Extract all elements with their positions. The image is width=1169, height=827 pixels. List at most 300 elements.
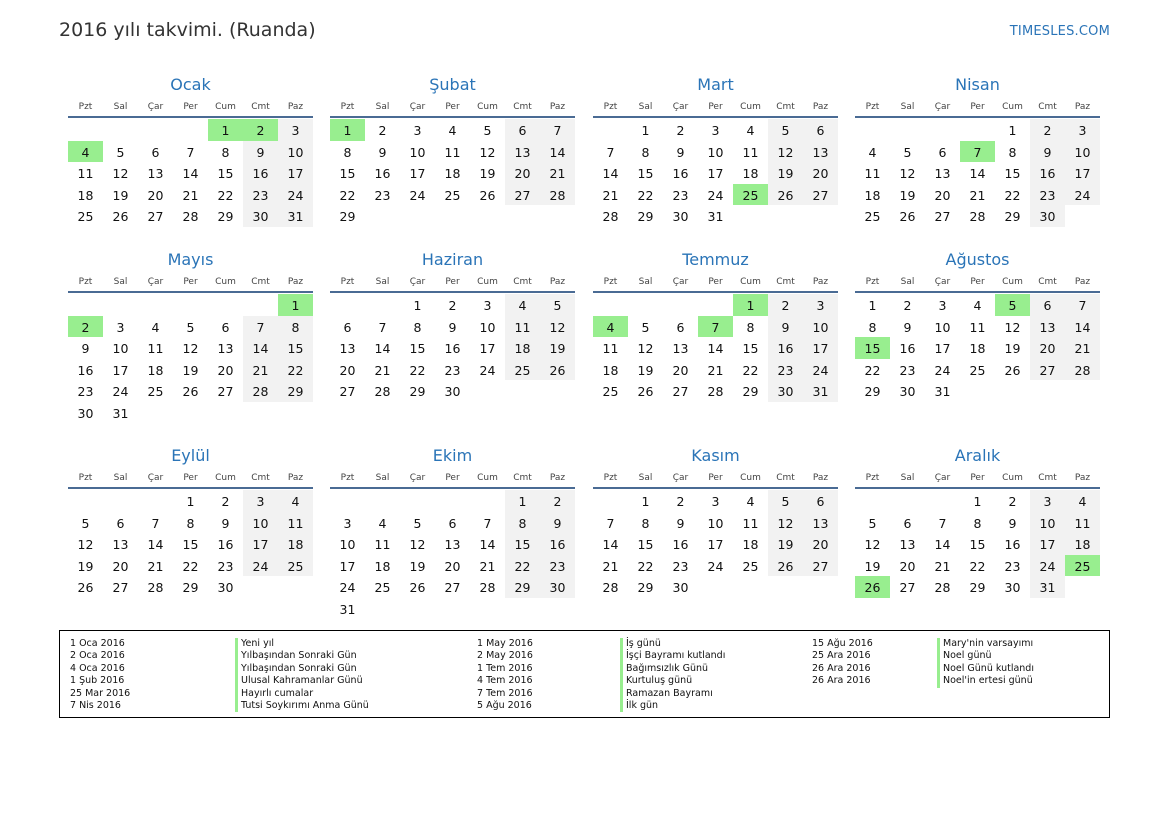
day-cell: 28 [1065,359,1100,381]
day-cell: 7 [606,515,615,531]
day-cell: 21 [707,362,724,378]
day-cell: 3 [803,294,838,316]
weekday-label: Sal [900,102,915,112]
day-cell: 2 [676,494,685,509]
day-grid [593,489,838,598]
legend-holiday-name: Yılbaşından Sonraki Gün [235,650,369,662]
weekday-label: Pzt [603,102,618,112]
day-cell: 5 [903,144,912,160]
legend-holiday-name: İşçi Bayramı kutlandı [620,650,725,662]
day-cell: 23 [540,555,575,577]
day-cell: 28 [374,384,391,400]
day-cell: 13 [934,166,951,182]
day-cell: 16 [1004,537,1021,553]
weekday-label: Çar [672,102,689,112]
weekday-label: Per [708,102,723,112]
empty-cell [593,490,628,512]
day-cell: 27 [934,209,951,225]
legend-holiday-name: Noel Günü kutlandı [937,663,1034,675]
day-cell: 1 [1008,123,1017,138]
day-cell: 14 [969,166,986,182]
day-grid [68,293,313,424]
day-cell: 28 [602,209,619,225]
day-cell: 16 [374,166,391,182]
day-cell: 20 [505,162,540,184]
weekday-label: Çar [409,473,426,483]
day-cell: 30 [77,405,94,421]
day-cell: 23 [1004,558,1021,574]
holiday-day-cell: 4 [593,316,628,338]
day-cell: 23 [243,184,278,206]
weekday-label: Cum [1002,473,1023,483]
day-cell: 26 [112,209,129,225]
day-cell: 25 [742,558,759,574]
day-cell: 15 [637,537,654,553]
day-cell: 5 [540,294,575,316]
day-cell: 22 [969,558,986,574]
weekday-label: Cmt [513,277,532,287]
weekday-label: Çar [672,473,689,483]
weekday-label: Pzt [340,473,355,483]
weekday-label: Pzt [603,277,618,287]
day-cell: 22 [409,362,426,378]
day-cell: 8 [343,144,352,160]
weekday-label: Çar [409,102,426,112]
day-cell: 27 [444,580,461,596]
day-cell: 19 [768,533,803,555]
weekday-label: Per [708,473,723,483]
empty-cell [365,490,400,512]
empty-cell [663,294,698,316]
day-cell: 10 [243,512,278,534]
day-cell: 6 [151,144,160,160]
day-cell: 29 [864,384,881,400]
day-cell: 9 [81,341,90,357]
day-grid [593,118,838,227]
weekday-label: Per [445,277,460,287]
empty-cell [628,294,663,316]
day-cell: 10 [409,144,426,160]
day-cell: 13 [1030,316,1065,338]
legend-date: 2 Oca 2016 [70,650,125,662]
day-cell: 4 [973,298,982,313]
day-cell: 9 [1030,141,1065,163]
day-cell: 19 [899,187,916,203]
day-cell: 26 [409,580,426,596]
weekday-label: Per [970,102,985,112]
day-cell: 23 [899,362,916,378]
day-cell: 25 [864,209,881,225]
weekday-label: Pzt [340,277,355,287]
weekday-label: Çar [147,473,164,483]
day-cell: 16 [77,362,94,378]
day-cell: 29 [182,580,199,596]
legend-date: 4 Oca 2016 [70,662,125,674]
day-cell: 7 [151,515,160,531]
day-cell: 27 [147,209,164,225]
day-cell: 10 [112,341,129,357]
weekday-label: Sal [900,277,915,287]
day-cell: 17 [243,533,278,555]
weekday-label: Paz [812,473,829,483]
day-cell: 5 [413,515,422,531]
weekday-header [68,273,313,293]
day-cell: 14 [1065,316,1100,338]
day-cell: 8 [641,515,650,531]
weekday-header [68,469,313,489]
day-cell: 17 [409,166,426,182]
day-cell: 11 [864,166,881,182]
day-cell: 20 [147,187,164,203]
day-cell: 14 [243,337,278,359]
day-cell: 17 [1030,533,1065,555]
day-cell: 24 [409,187,426,203]
day-cell: 13 [803,141,838,163]
empty-cell [138,294,173,316]
day-cell: 20 [803,533,838,555]
day-cell: 13 [339,341,356,357]
day-cell: 24 [1030,555,1065,577]
day-cell: 17 [278,162,313,184]
day-grid [855,118,1100,227]
day-cell: 5 [186,319,195,335]
day-cell: 23 [374,187,391,203]
day-cell: 30 [1030,205,1065,227]
weekday-label: Paz [549,102,566,112]
day-cell: 12 [864,537,881,553]
day-cell: 19 [479,166,496,182]
legend-date: 2 May 2016 [477,650,533,662]
day-grid [330,489,575,620]
day-cell: 27 [112,580,129,596]
holiday-day-cell: 25 [733,184,768,206]
day-cell: 12 [409,537,426,553]
day-cell: 17 [479,341,496,357]
day-cell: 23 [672,187,689,203]
day-cell: 18 [602,362,619,378]
day-cell: 26 [637,384,654,400]
day-cell: 14 [602,537,619,553]
day-cell: 4 [868,144,877,160]
day-cell: 17 [1065,162,1100,184]
day-cell: 29 [217,209,234,225]
day-cell: 26 [768,555,803,577]
day-cell: 15 [637,166,654,182]
day-cell: 18 [742,166,759,182]
day-cell: 13 [672,341,689,357]
day-cell: 24 [934,362,951,378]
weekday-label: Sal [638,473,653,483]
holiday-day-cell: 15 [855,337,890,359]
day-cell: 14 [182,166,199,182]
month-name: Şubat [429,75,476,94]
day-cell: 22 [637,558,654,574]
weekday-label: Cmt [1038,277,1057,287]
weekday-label: Pzt [603,473,618,483]
site-link[interactable]: TIMESLES.COM [1009,24,1110,39]
empty-cell [208,294,243,316]
weekday-label: Çar [672,277,689,287]
day-cell: 11 [77,166,94,182]
empty-cell [103,294,138,316]
day-cell: 9 [378,144,387,160]
weekday-label: Cmt [776,277,795,287]
day-cell: 11 [444,144,461,160]
legend-holiday-name: Yeni yıl [235,638,369,650]
day-cell: 3 [711,123,720,138]
day-cell: 9 [676,515,685,531]
day-cell: 21 [934,558,951,574]
day-cell: 23 [672,558,689,574]
month-name: Temmuz [682,250,749,269]
weekday-label: Paz [549,277,566,287]
day-cell: 19 [768,162,803,184]
day-cell: 22 [278,359,313,381]
day-cell: 27 [803,555,838,577]
weekday-label: Sal [900,473,915,483]
weekday-label: Cum [215,102,236,112]
day-cell: 6 [448,515,457,531]
day-cell: 1 [973,494,982,509]
day-cell: 10 [934,319,951,335]
day-cell: 21 [602,558,619,574]
day-cell: 3 [938,298,947,313]
empty-cell [173,119,208,141]
day-cell: 3 [243,490,278,512]
holiday-day-cell: 2 [243,119,278,141]
weekday-label: Per [183,102,198,112]
day-cell: 10 [803,316,838,338]
weekday-label: Cum [740,473,761,483]
empty-cell [890,119,925,141]
legend-dates-col-2 [477,638,533,712]
day-cell: 14 [147,537,164,553]
day-cell: 9 [540,512,575,534]
weekday-label: Sal [375,102,390,112]
weekday-label: Per [708,277,723,287]
empty-cell [138,119,173,141]
day-cell: 30 [1004,580,1021,596]
month-name: Eylül [171,446,210,465]
day-cell: 21 [602,187,619,203]
day-cell: 12 [1004,319,1021,335]
day-cell: 3 [483,298,492,313]
month-calendar [593,247,838,402]
weekday-label: Cmt [251,102,270,112]
day-cell: 13 [444,537,461,553]
day-cell: 29 [409,384,426,400]
weekday-header [593,273,838,293]
day-cell: 11 [505,316,540,338]
legend-date: 1 May 2016 [477,638,533,649]
day-cell: 16 [672,537,689,553]
weekday-label: Sal [375,473,390,483]
legend-holiday-name: Hayırlı cumalar [235,688,369,700]
month-name: Mart [697,75,734,94]
day-cell: 10 [339,537,356,553]
empty-cell [103,119,138,141]
holiday-legend [59,630,1110,718]
holiday-day-cell: 1 [733,294,768,316]
day-cell: 24 [479,362,496,378]
weekday-label: Paz [287,102,304,112]
day-grid [855,489,1100,598]
day-cell: 3 [343,515,352,531]
day-cell: 4 [505,294,540,316]
day-cell: 28 [969,209,986,225]
day-cell: 31 [1030,576,1065,598]
day-cell: 6 [1030,294,1065,316]
day-cell: 27 [217,384,234,400]
empty-cell [698,294,733,316]
empty-cell [330,294,365,316]
weekday-label: Cmt [513,102,532,112]
day-cell: 8 [413,319,422,335]
day-cell: 20 [1030,337,1065,359]
month-name: Mayıs [167,250,214,269]
day-cell: 15 [339,166,356,182]
day-cell: 7 [1065,294,1100,316]
weekday-label: Pzt [865,277,880,287]
day-cell: 13 [147,166,164,182]
day-cell: 18 [864,187,881,203]
day-cell: 21 [479,558,496,574]
day-cell: 11 [1065,512,1100,534]
month-calendar [855,443,1100,598]
legend-date: 25 Mar 2016 [70,687,131,699]
month-calendar [330,443,575,620]
day-cell: 18 [1065,533,1100,555]
day-cell: 22 [864,362,881,378]
day-cell: 25 [444,187,461,203]
day-cell: 1 [505,490,540,512]
day-cell: 20 [672,362,689,378]
weekday-label: Cum [477,277,498,287]
weekday-label: Paz [812,102,829,112]
day-cell: 14 [602,166,619,182]
day-cell: 16 [672,166,689,182]
empty-cell [925,119,960,141]
day-cell: 20 [112,558,129,574]
day-cell: 21 [147,558,164,574]
day-cell: 4 [746,123,755,138]
day-cell: 24 [707,558,724,574]
holiday-day-cell: 7 [960,141,995,163]
month-name: Ağustos [945,250,1010,269]
empty-cell [173,294,208,316]
day-cell: 12 [540,316,575,338]
day-cell: 24 [339,580,356,596]
day-cell: 26 [899,209,916,225]
day-cell: 26 [77,580,94,596]
day-cell: 31 [112,405,129,421]
day-cell: 27 [1030,359,1065,381]
day-cell: 28 [147,580,164,596]
day-cell: 25 [374,580,391,596]
day-cell: 27 [803,184,838,206]
day-cell: 13 [217,341,234,357]
day-cell: 4 [151,319,160,335]
day-cell: 28 [540,184,575,206]
day-cell: 3 [1030,490,1065,512]
day-cell: 15 [182,537,199,553]
day-cell: 30 [217,580,234,596]
day-cell: 21 [182,187,199,203]
day-cell: 1 [413,298,422,313]
weekday-label: Cum [215,473,236,483]
legend-holiday-name: Tutsi Soykırımı Anma Günü [235,700,369,712]
day-cell: 6 [938,144,947,160]
day-cell: 14 [707,341,724,357]
day-grid [330,293,575,402]
day-cell: 16 [540,533,575,555]
day-cell: 29 [637,580,654,596]
holiday-day-cell: 1 [208,119,243,141]
weekday-label: Cum [1002,277,1023,287]
day-cell: 31 [707,209,724,225]
day-cell: 1 [641,494,650,509]
day-cell: 30 [899,384,916,400]
day-cell: 23 [77,384,94,400]
day-cell: 3 [278,119,313,141]
day-cell: 28 [707,384,724,400]
month-calendar [593,72,838,227]
weekday-label: Sal [638,277,653,287]
day-cell: 15 [278,337,313,359]
weekday-label: Sal [113,473,128,483]
holiday-day-cell: 7 [698,316,733,338]
day-cell: 17 [339,558,356,574]
legend-holiday-name: İlk gün [620,700,725,712]
day-cell: 12 [479,144,496,160]
holiday-day-cell: 1 [330,119,365,141]
day-cell: 31 [803,380,838,402]
day-cell: 25 [147,384,164,400]
weekday-label: Paz [1074,473,1091,483]
day-cell: 28 [243,380,278,402]
day-cell: 5 [81,515,90,531]
day-cell: 31 [278,205,313,227]
day-cell: 27 [672,384,689,400]
day-cell: 5 [116,144,125,160]
weekday-label: Per [445,102,460,112]
day-cell: 4 [1065,490,1100,512]
empty-cell [925,490,960,512]
weekday-header [855,273,1100,293]
weekday-label: Sal [113,277,128,287]
day-cell: 10 [479,319,496,335]
legend-holiday-name: Yılbaşından Sonraki Gün [235,663,369,675]
empty-cell [330,490,365,512]
month-calendar [68,443,313,598]
day-cell: 19 [1004,341,1021,357]
legend-holiday-name: Noel günü [937,650,1034,662]
day-cell: 5 [768,119,803,141]
legend-date: 1 Şub 2016 [70,675,125,687]
month-calendar [330,72,575,227]
day-cell: 28 [479,580,496,596]
weekday-label: Çar [147,102,164,112]
day-cell: 23 [217,558,234,574]
empty-cell [855,119,890,141]
day-cell: 13 [112,537,129,553]
day-cell: 11 [742,144,759,160]
day-cell: 5 [868,515,877,531]
legend-dates-col-1 [70,638,130,712]
day-cell: 8 [221,144,230,160]
day-cell: 18 [742,537,759,553]
day-cell: 28 [182,209,199,225]
